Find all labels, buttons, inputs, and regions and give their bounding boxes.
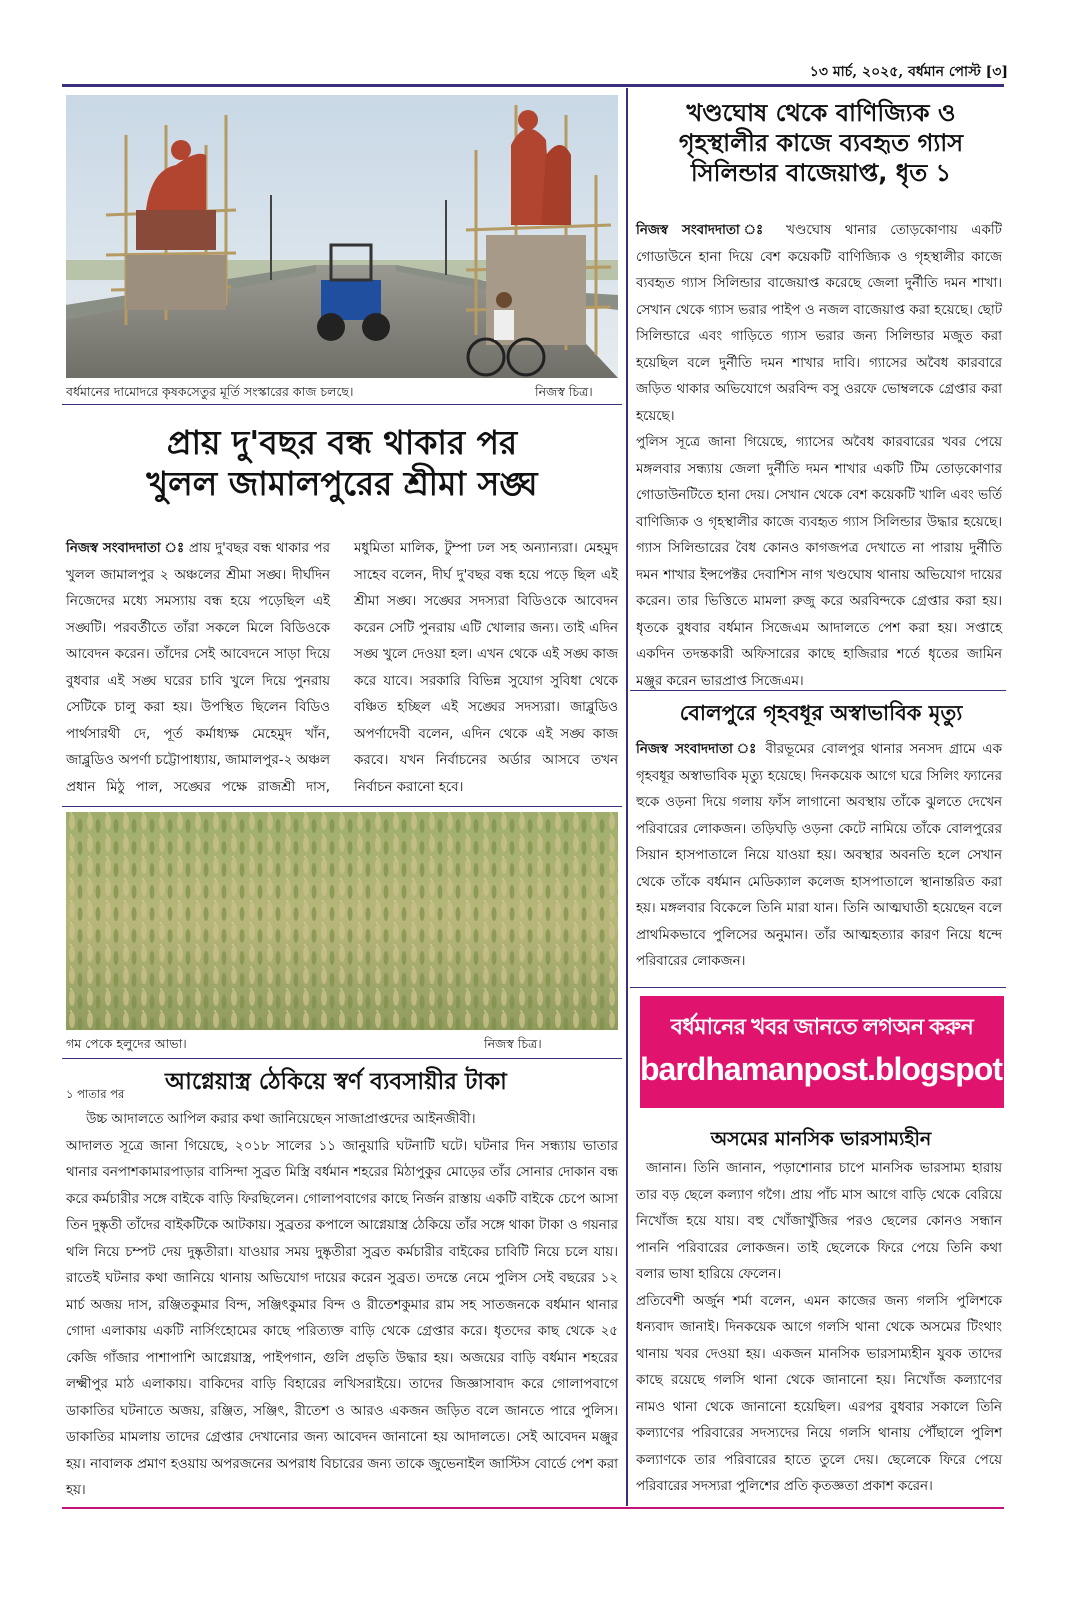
wheat-photo-caption: গম পেকে হলুদের আভা। (66, 1036, 187, 1051)
story5-text-2: প্রতিবেশী অর্জুন শর্মা বলেন, এমন কাজের জন্য গলসি পুলিশকে ধন্যবাদ জানাই। দিনকয়েক আগে গলসি থানা থেকে অসমের টিংথাং থানায় খবর দেওয়া হয়। একজন মানসিক ভারসাম্যহীন যুবক তাদের কাছে রয়েছে গলসি থানা থেকে জানানো হয়। নিখোঁজ কল্যাণের নামও থানা থেকে জানানো হয়েছিল। এরপর বুধবার সকালে তিনি কল্যাণের পরিবারের সদস্যদের নিয়ে গলসি থানায় পৌঁছালে পুলিশ কল্যাণকে তার পরিবারের হাতে তুলে দেয়। ছেলেকে ফিরে পেয়ে পরিবারের সদস্যরা পুলিশের প্রতি কৃতজ্ঞতা প্রকাশ করেন। (636, 1293, 1002, 1494)
story5-headline: অসমের মানসিক ভারসাম্যহীন (710, 1128, 932, 1150)
story3-byline: নিজস্ব সংবাদদাতা ঃ (636, 223, 773, 238)
footer-rule (62, 1507, 1004, 1509)
story2-headline: আগ্নেয়াস্ত্র ঠেকিয়ে স্বর্ণ ব্যবসায়ীর টাকা (165, 1069, 507, 1095)
story3-headline-line2: গৃহস্থালীর কাজে ব্যবহৃত গ্যাস (678, 129, 964, 157)
bridge-photo-credit: নিজস্ব চিত্র। (535, 384, 593, 399)
photo1-rule (62, 404, 622, 405)
header-rule (62, 84, 1004, 87)
column-divider-main (626, 88, 628, 1506)
story3-rule (630, 690, 1006, 691)
page-folio: ১৩ মার্চ, ২০২৫, বর্ধমান পোস্ট [৩] (809, 64, 1008, 80)
bridge-statue-photo (66, 95, 618, 378)
story2-continued-label: ১ পাতার পর (66, 1087, 125, 1101)
story2-body (66, 1107, 618, 1502)
story1-byline: নিজস্ব সংবাদদাতা ঃ (66, 541, 185, 556)
story3-text-1: খণ্ডঘোষ থানার তোড়কোণায় একটি গোডাউনে হানা দিয়ে বেশ কয়েকটি বাণিজ্যিক ও গৃহস্থালীর কাজে ব্যবহৃত গ্যাস সিলিন্ডার বাজেয়াপ্ত করেছে জেলা দুর্নীতি দমন শাখা। সেখান থেকে গ্যাস ভরার পাইপ ও নজল বাজেয়াপ্ত করা হয়েছে। ছোট সিলিন্ডারে এবং গাড়িতে গ্যাস ভরার জন্য সিলিন্ডার মজুত করা হয়েছিল বলে দুর্নীতি দমন শাখার দাবি। গ্যাসের অবৈধ কারবারে জড়িত থাকার অভিযোগে অরবিন্দ বসু ওরফে ভোম্বলকে গ্রেপ্তার করা হয়েছে। (636, 223, 1002, 424)
story1-text: প্রায় দু'বছর বন্ধ থাকার পর খুলল জামালপুর ২ অঞ্চলের শ্রীমা সঙ্ঘ। দীর্ঘদিন নিজেদের মধ্যে সমস্যায় বন্ধ হয়ে পড়েছিল এই সঙ্ঘটি। পরবর্তীতে তাঁরা সকলে মিলে বিডিওকে আবেদন করেন। তাঁদের সেই আবেদনে সাড়া দিয়ে বুধবার এই সঙ্ঘ ঘরের চাবি খুলে দিয়ে পুনরায় সেটিকে চালু করা হয়। উপস্থিত ছিলেন বিডিও পার্থসারথী দে, পূর্ত কর্মাধ্যক্ষ মেহেমুদ খাঁন, জাব্লুডিও অপর্ণা চট্টোপাধ্যায়, জামালপুর-২ অঞ্চল প্রধান মিঠু পাল, সঙ্ঘের পক্ষে রাজশ্রী দাস, মধুমিতা মালিক, টুম্পা ঢল সহ অন্যান্যরা। মেহমুদ সাহেব বলেন, দীর্ঘ দু'বছর বন্ধ হয়ে পড়ে ছিল এই শ্রীমা সঙ্ঘ। সঙ্ঘের সদস্যরা বিডিওকে আবেদন করেন সেটি পুনরায় এটি খোলার জন্য। তাই এদিন সঙ্ঘ খুলে দেওয়া হল। এখন থেকে এই সঙ্ঘ কাজ করে যাবে। সরকারি বিভিন্ন সুযোগ সুবিধা থেকে বঞ্চিত হচ্ছিল এই সঙ্ঘের সদস্যরা। জাব্লুডিও অপর্ণাদেবী বলেন, এদিন থেকে এই সঙ্ঘ কাজ করবে। যখন নির্বাচনের অর্ডার আসবে তখন নির্বাচন করানো হবে। (66, 541, 618, 795)
story1-headline-line1: প্রায় দু'বছর বন্ধ থাকার পর (166, 423, 518, 462)
story4-body (636, 737, 1002, 981)
story3-body (636, 218, 1002, 689)
story1-body (66, 536, 618, 802)
story1-rule (62, 806, 622, 807)
story5-body (636, 1156, 1002, 1502)
story4-byline: নিজস্ব সংবাদদাতা ঃ (636, 742, 759, 757)
story3-headline-line3: সিলিন্ডার বাজেয়াপ্ত, ধৃত ১ (690, 159, 952, 187)
bridge-photo-caption: বর্ধমানের দামোদরে কৃষকসেতুর মূর্তি সংস্কারের কাজ চলছে। (66, 384, 354, 399)
story3-text-2: পুলিস সূত্রে জানা গিয়েছে, গ্যাসের অবৈধ কারবারের খবর পেয়ে মঙ্গলবার সন্ধ্যায় জেলা দুর্নীতি দমন শাখার একটি টিম তোড়কোণার গোডাউনটিতে হানা দেয়। সেখান থেকে বেশ কয়েকটি খালি এবং ভর্তি বাণিজ্যিক ও গৃহস্থালীর কাজে ব্যবহৃত গ্যাস সিলিন্ডার উদ্ধার হয়েছে। গ্যাস সিলিন্ডারের বৈধ কোনও কাগজপত্র দেখাতে না পারায় দুর্নীতি দমন শাখার ইন্সপেক্টর দেবাশিস নাগ খণ্ডঘোষ থানায় অভিযোগ দায়ের করেন। তার ভিত্তিতে মামলা রুজু করে অরবিন্দকে গ্রেপ্তার করা হয়। ধৃতকে বুধবার বর্ধমান সিজেএম আদালতে পেশ করা হয়। সপ্তাহে একদিন তদন্তকারী অফিসারের কাছে হাজিরার শর্তে ধৃতের জামিন মঞ্জুর করেন ভারপ্রাপ্ত সিজেএম। (636, 435, 1002, 689)
blog-ad-line1: বর্ধমানের খবর জানতে লগঅন করুন (670, 1014, 974, 1039)
blog-ad-banner[interactable] (640, 996, 1073, 1108)
story4-rule (630, 987, 1006, 988)
story3-headline-line1: খণ্ডঘোষ থেকে বাণিজ্যিক ও (686, 99, 956, 127)
story4-text: বীরভূমের বোলপুর থানার সনসদ গ্রামে এক গৃহবধূর অস্বাভাবিক মৃত্যু হয়েছে। দিনকয়েক আগে ঘরে সিলিং ফ্যানের হুকে ওড়না দিয়ে গলায় ফাঁস লাগানো অবস্থায় তাঁকে ঝুলতে দেখেন পরিবারের লোকজন। তড়িঘড়ি ওড়না কেটে নামিয়ে তাঁকে বোলপুরের সিয়ান হাসপাতালে নিয়ে যাওয়া হয়। অবস্থার অবনতি হলে সেখান থেকে তাঁকে বর্ধমান মেডিক্যাল কলেজ হাসপাতালে স্থানান্তরিত করা হয়। মঙ্গলবার বিকেলে তিনি মারা যান। তিনি আত্মঘাতী হয়েছেন বলে প্রাথমিকভাবে পুলিসের অনুমান। তাঁর আত্মহত্যার কারণ নিয়ে ধন্দে পরিবারের লোকজন। (636, 742, 1002, 969)
story2-text-1: উচ্চ আদালতে আপিল করার কথা জানিয়েছেন সাজাপ্রাপ্তদের আইনজীবী। (86, 1112, 476, 1127)
photo2-rule (62, 1058, 622, 1059)
story2-text-2: আদালত সূত্রে জানা গিয়েছে, ২০১৮ সালের ১১ জানুয়ারি ঘটনাটি ঘটে। ঘটনার দিন সন্ধ্যায় ভাতার থানার বনপাশকামারপাড়ার বাসিন্দা সুব্রত মিস্ত্রি বর্ধমান শহরের মিঠাপুকুর মোড়ের তাঁর সোনার দোকান বন্ধ করে কর্মচারীর সঙ্গে বাইকে বাড়ি ফিরছিলেন। গোলাপবাগের কাছে নির্জন রাস্তায় একটি বাইকে চেপে আসা তিন দুষ্কৃতী তাঁদের বাইকটিকে আটকায়। সুব্রতর কপালে আগ্নেয়াস্ত্র ঠেকিয়ে তাঁর সঙ্গে থাকা টাকা ও গয়নার থলি নিয়ে চম্পট দেয় দুষ্কৃতীরা। যাওয়ার সময় দুষ্কৃতীরা সুব্রত কর্মচারীর বাইকের চাবিটি নিয়ে চলে যায়। রাতেই ঘটনার কথা জানিয়ে থানায় অভিযোগ দায়ের করেন সুব্রত। তদন্তে নেমে পুলিস সেই বছরের ১২ মার্চ অজয় দাস, রঞ্জিতকুমার বিন্দ, সঞ্জিৎকুমার বিন্দ ও রীতেশকুমার রাম সহ সাতজনকে বর্ধমান থানার গোদা এলাকায় একটি নার্সিংহোমের কাছে পরিত্যক্ত বাড়ি থেকে গ্রেপ্তার করে। ধৃতদের কাছ থেকে ২৫ কেজি গাঁজার পাশাপাশি আগ্নেয়াস্ত্র, পাইপগান, গুলি প্রভৃতি উদ্ধার হয়। অজয়ের বাড়ি বর্ধমান শহরের লক্ষ্মীপুর মাঠ এলাকায়। বাকিদের বাড়ি বিহারের লখিসরাইয়ে। তাদের জিজ্ঞাসাবাদ করে গোলাপবাগে ডাকাতির ঘটনাতে অজয়, রঞ্জিত, সঞ্জিৎ, রীতেশ ও আরও একজন জড়িত বলে জানতে পারে পুলিস। ডাকাতির মামলায় তাদের গ্রেপ্তার দেখানোর জন্য আবেদন জানানো হয় আদালতে। সেই আবেদন মঞ্জুর হয়। নাবালক প্রমাণ হওয়ায় অপরজনের অপরাধ বিচারের জন্য তাকে জুভেনাইল জাস্টিস বোর্ডে পেশ করা হয়। (66, 1138, 618, 1498)
blog-ad-url[interactable]: bardhamanpost.blogspot.com (640, 1051, 1073, 1087)
story1-headline (66, 422, 618, 505)
wheat-field-photo (66, 812, 618, 1030)
story4-headline: বোলপুরে গৃহবধূর অস্বাভাবিক মৃত্যু (679, 701, 963, 725)
story3-headline (636, 98, 1006, 188)
story5-text-1: জানান। তিনি জানান, পড়াশোনার চাপে মানসিক ভারসাম্য হারায় তার বড় ছেলে কল্যাণ গগৈ। প্রায় পাঁচ মাস আগে বাড়ি থেকে বেরিয়ে নিখোঁজ হয়ে যায়। বহু খোঁজাখুঁজির পরও ছেলের কোনও সন্ধান পাননি পরিবারের লোকজন। তাই ছেলেকে ফিরে পেয়ে তিনি কথা বলার ভাষা হারিয়ে ফেলেন। (636, 1161, 1002, 1282)
wheat-photo-credit: নিজস্ব চিত্র। (484, 1036, 542, 1051)
story1-headline-line2: খুলল জামালপুরের শ্রীমা সঙ্ঘ (146, 464, 538, 504)
